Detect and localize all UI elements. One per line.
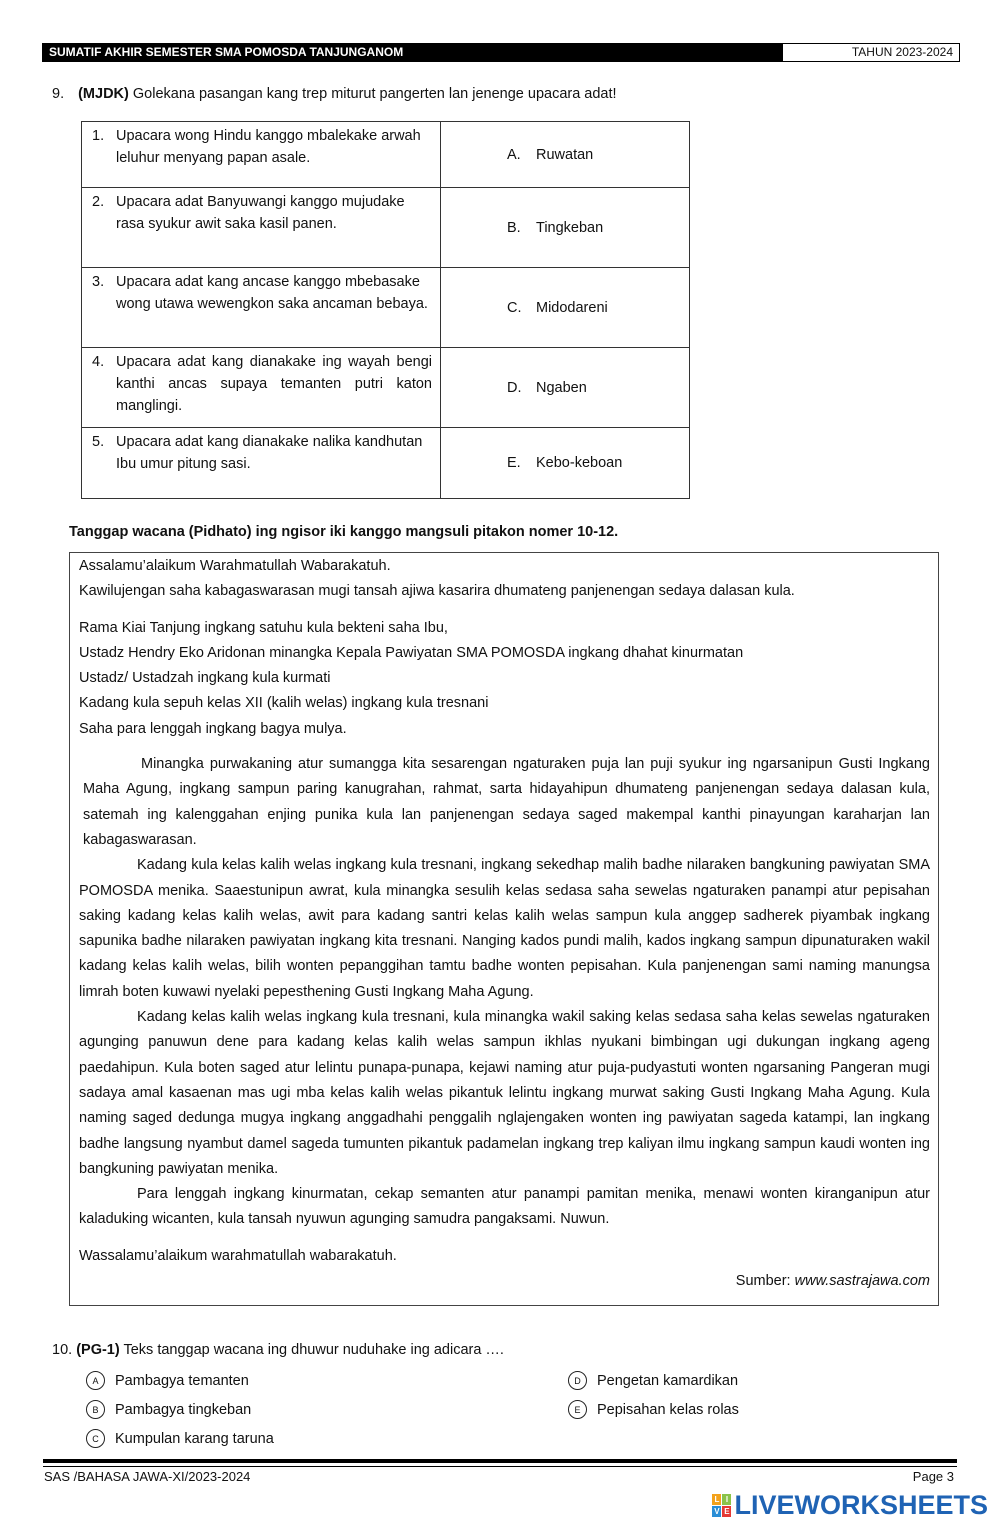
logo-mark-icon (712, 1494, 731, 1517)
option-label: Kumpulan karang taruna (115, 1430, 274, 1447)
paragraph: Para lenggah ingkang kinurmatan, cekap semanten atur panampi pamitan menika, menawi wonten kiranganipun atur kaladuking wicanten, kula tansah nyuwun agunging samudra pangaksami. Nuwun. (79, 1186, 930, 1228)
answer-letter: B. (507, 219, 521, 236)
item-number: 1. (92, 128, 105, 144)
footer-rule (43, 1466, 957, 1467)
answer-letter: E. (507, 455, 521, 471)
answer-cell (441, 188, 690, 268)
item-number: 5. (92, 434, 105, 450)
item-description: Upacara wong Hindu kanggo mbalekake arwah leluhur menyang papan asale. (116, 128, 421, 166)
option-circle-icon[interactable]: B (86, 1400, 105, 1419)
answer-letter: C. (507, 299, 522, 316)
question-10 (52, 1342, 504, 1358)
passage-box (69, 552, 939, 1306)
answer-option-e[interactable] (568, 1400, 739, 1419)
header-title: SUMATIF AKHIR SEMESTER SMA POMOSDA TANJUNGANOM (43, 44, 783, 61)
answer-text: Tingkeban (536, 219, 604, 236)
question-9 (52, 86, 617, 102)
paragraph: Minangka purwakaning atur sumangga kita sesarengan ngaturaken puja lan puji syukur ing ngarsanipun Gusti Ingkang Maha Agung, ingkang sampun paring kanugrahan, rahmat, sarta hidayahipun dhumateng panjenengan sedaya dalasan kula, satemah ing kalenggahan enjing punika kula lan panjenengan sedaya saged makempal kanthi pinayungan karaharjan lan kabagaswarasan. (83, 756, 930, 848)
closing: Wassalamu’alaikum warahmatullah wabarakatuh. (79, 1247, 397, 1264)
table-row (82, 188, 690, 268)
question-tag: (PG-1) (76, 1342, 120, 1358)
description-cell (82, 122, 441, 188)
address-line: Rama Kiai Tanjung ingkang satuhu kula bekteni saha Ibu, (79, 619, 448, 636)
passage-heading: Tanggap wacana (Pidhato) ing ngisor iki kanggo mangsuli pitakon nomer 10-12. (69, 524, 619, 540)
item-number: 2. (92, 194, 105, 210)
greeting: Assalamu’alaikum Warahmatullah Wabarakatuh. (79, 558, 391, 574)
description-cell (82, 348, 441, 428)
logo-text: LIVEWORKSHEETS (734, 1490, 988, 1520)
option-label: Pepisahan kelas rolas (597, 1401, 739, 1418)
logo-letter: L (712, 1494, 721, 1505)
table-row (82, 428, 690, 499)
source (79, 1269, 930, 1294)
address-line: Ustadz Hendry Eko Aridonan minangka Kepala Pawiyatan SMA POMOSDA ingkang dhahat kinurmatan (79, 644, 744, 661)
option-label: Pambagya temanten (115, 1372, 249, 1389)
description-cell (82, 428, 441, 499)
answer-option-c[interactable] (86, 1429, 274, 1448)
answer-text: Ruwatan (536, 146, 594, 163)
item-number: 3. (92, 274, 105, 290)
item-description: Upacara adat kang dianakake ing wayah bengi kanthi ancas supaya temanten putri katon manglingi. (116, 354, 432, 414)
answer-option-a[interactable] (86, 1371, 249, 1390)
logo-letter: V (714, 1507, 720, 1516)
answer-cell (441, 348, 690, 428)
footer-left: SAS /BAHASA JAWA-XI/2023-2024 (44, 1469, 251, 1484)
footer-rule (43, 1459, 957, 1463)
question-tag: (MJDK) (78, 86, 129, 102)
item-description: Upacara adat Banyuwangi kanggo mujudake rasa syukur awit saka kasil panen. (116, 194, 405, 232)
answer-letter: A. (507, 146, 521, 163)
description-cell (82, 268, 441, 348)
answer-option-b[interactable] (86, 1400, 251, 1419)
header-year: TAHUN 2023-2024 (851, 45, 953, 59)
option-label: Pengetan kamardikan (597, 1372, 739, 1389)
question-text: Golekana pasangan kang trep miturut pangerten lan jenenge upacara adat! (132, 86, 617, 102)
item-description: Upacara adat kang dianakake nalika kandhutan Ibu umur pitung sasi. (116, 434, 423, 472)
paragraph: Kadang kelas kalih welas ingkang kula tresnani, kula minangka wakil saking kelas sedasa saha kelas sewelas ngaturaken agunging panuwun dene para kadang kelas kalih welas sampun ikhlas nyukani bimbingan ugi dukungan ingkang ageng paedahipun. Kula boten saged atur lelintu punapa-punapa, kejawi naming atur puja-pudyastuti wonten ngarsaning Pangeran mugi sadaya amal kasaenan mas ugi mba kelas kalih welas pikantuk lelintu ingkang murwat saking Gusti Ingkang Maha Agung. Kula naming saged dedunga mugya ingkang anggadhahi penggalih nglajengaken wonten ing pawiyatan sageda katampi, lan ingkang badhe langsung nyambut damel sageda tumunten pikantuk padamelan ingkang trep kaliyan ilmu ingkang sampun kaudi wonten ing bangkuning pawiyatan menika. (79, 1009, 930, 1177)
option-label: Pambagya tingkeban (115, 1401, 252, 1418)
paragraph: Kadang kula kelas kalih welas ingkang kula tresnani, ingkang sekedhap malih badhe nilaraken bangkuning pawiyatan SMA POMOSDA menika. Saaestunipun awrat, kula minangka sesulih kelas sedasa saha sewelas ngaturaken panampi atur pepisahan saking kadang kelas kalih welas, awit para kadang santri kelas kalih welas sampun kula anggep sadherek piyambak ingkang sapunika badhe nilaraken pawiyatan ingkang kita tresnani. Nanging kados pundi malih, kados ingkang sampun dipunaturaken wakil kadang kelas kalih welas, bilih wonten pepanggihan tamtu badhe wonten pepisahan. Kula panjenengan sami naming manungsa limrah boten kuwawi nyelaki pepesthening Gusti Ingkang Maha Agung. (79, 857, 930, 1000)
liveworksheets-logo (712, 1490, 988, 1521)
question-number: 9. (52, 86, 65, 102)
answer-letter: D. (507, 379, 522, 396)
answer-text: Kebo-keboan (536, 455, 623, 471)
page-header (42, 43, 960, 62)
description-cell (82, 188, 441, 268)
answer-cell (441, 122, 690, 188)
address-line: Ustadz/ Ustadzah ingkang kula kurmati (79, 670, 331, 687)
table-row (82, 348, 690, 428)
address-line: Saha para lenggah ingkang bagya mulya. (79, 720, 347, 737)
item-number: 4. (92, 354, 105, 370)
matching-table (81, 121, 690, 499)
source-link: www.sastrajawa.com (794, 1273, 930, 1290)
answer-text: Midodareni (536, 299, 608, 316)
item-description: Upacara adat kang ancase kanggo mbebasake wong utawa wewengkon saka ancaman bebaya. (116, 274, 428, 312)
table-row (82, 268, 690, 348)
footer-page: Page 3 (912, 1469, 954, 1484)
answer-cell (441, 268, 690, 348)
option-circle-icon[interactable]: A (86, 1371, 105, 1390)
answer-option-d[interactable] (568, 1371, 738, 1390)
greeting: Kawilujengan saha kabagaswarasan mugi tansah ajiwa kasarira dhumateng panjenengan sedaya dalasan kula. (79, 583, 795, 600)
option-circle-icon[interactable]: D (568, 1371, 587, 1390)
source-label: Sumber: (735, 1273, 795, 1290)
address-line: Kadang kula sepuh kelas XII (kalih welas) ingkang kula tresnani (79, 695, 489, 712)
option-circle-icon[interactable]: C (86, 1429, 105, 1448)
logo-letter: E (724, 1507, 730, 1516)
question-number: 10. (52, 1342, 73, 1358)
answer-cell (441, 428, 690, 499)
question-text: Teks tanggap wacana ing dhuwur nuduhake ing adicara …. (123, 1342, 504, 1358)
answer-text: Ngaben (536, 379, 587, 396)
option-circle-icon[interactable]: E (568, 1400, 587, 1419)
table-row (82, 122, 690, 188)
logo-letter: I (722, 1494, 731, 1505)
